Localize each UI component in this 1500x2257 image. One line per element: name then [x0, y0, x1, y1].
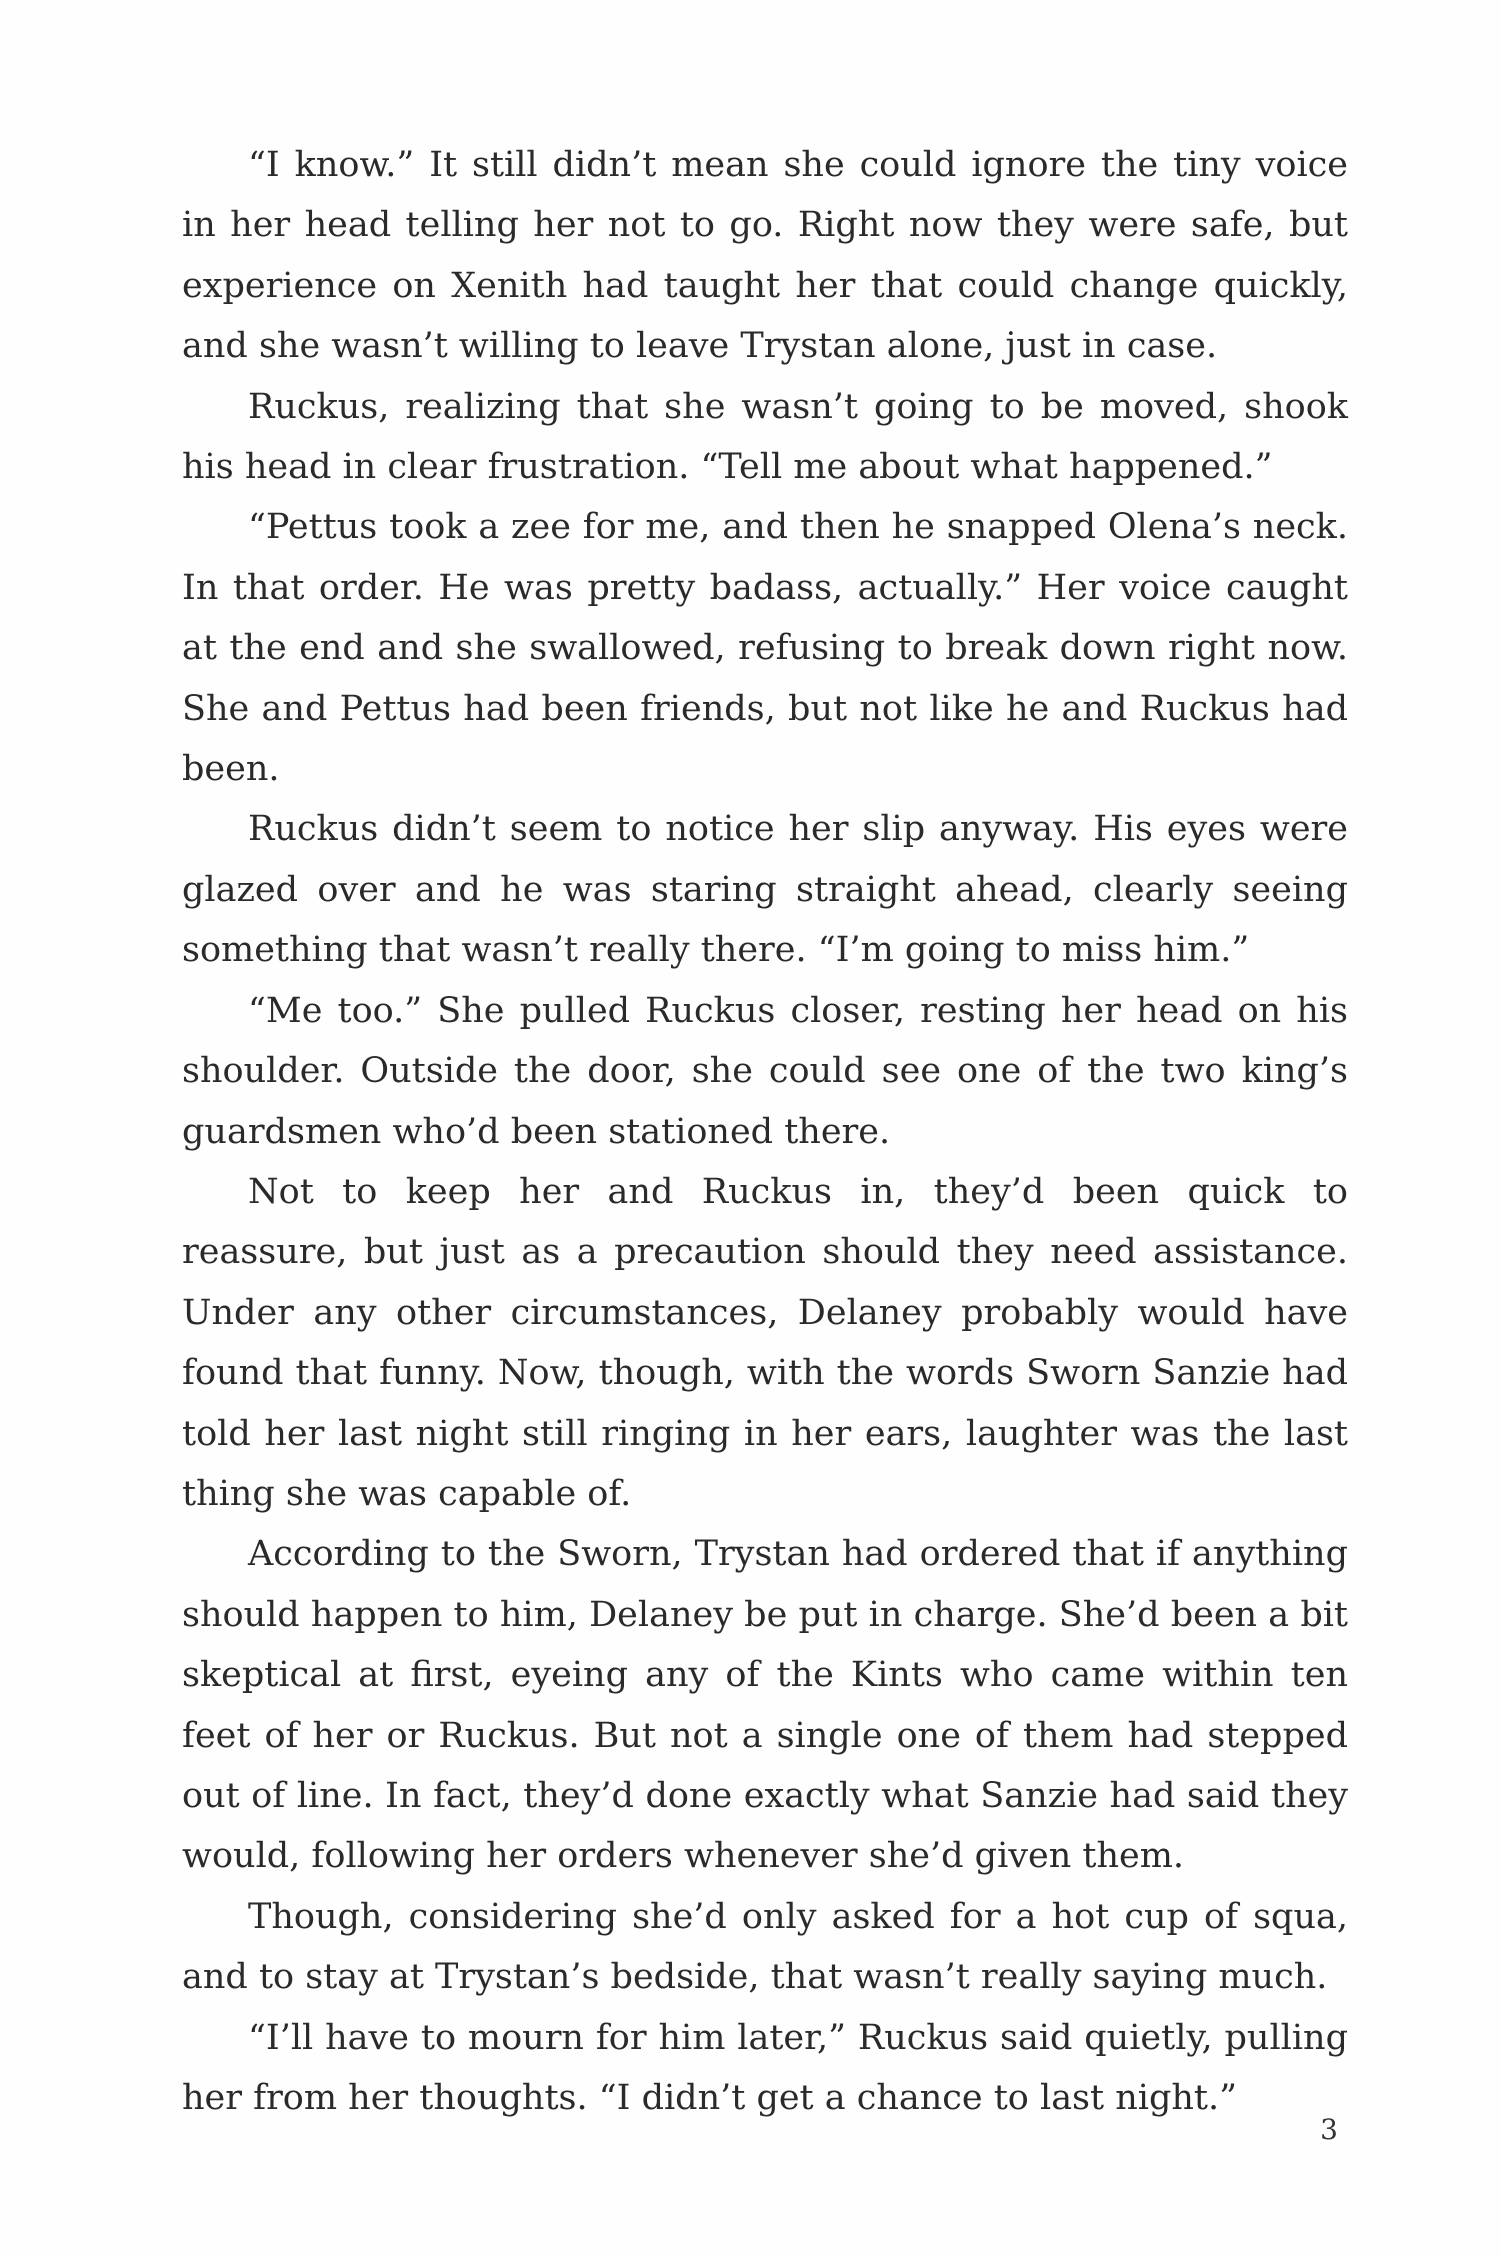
page-number: 3: [1320, 2113, 1338, 2146]
paragraph-8: Though, considering she’d only asked for a hot cup of squa, and to stay at Trystan’s bedside, that wasn’t really saying much.: [182, 1896, 1348, 1998]
paragraph-2: Ruckus, realizing that she wasn’t going to be moved, shook his head in clear frustration. “Tell me about what happened.”: [182, 386, 1348, 488]
paragraph-3: “Pettus took a zee for me, and then he snapped Olena’s neck. In that order. He was pretty badass, actually.” Her voice caught at the end and she swallowed, refusing to break down right now. She and Pettus had been friends, but not like he and Ruckus had been.: [182, 507, 1348, 790]
paragraph-9: “I’ll have to mourn for him later,” Ruckus said quietly, pulling her from her thoughts. “I didn’t get a chance to last night.”: [182, 2017, 1348, 2118]
body-text: [182, 135, 1348, 2128]
paragraph-1: “I know.” It still didn’t mean she could ignore the tiny voice in her head telling her not to go. Right now they were safe, but experience on Xenith had taught her that could change quickly, and she wasn’t willing to leave Trystan alone, just in case.: [182, 145, 1348, 367]
paragraph-5: “Me too.” She pulled Ruckus closer, resting her head on his shoulder. Outside the door, she could see one of the two king’s guardsmen who’d been stationed there.: [182, 990, 1348, 1152]
paragraph-6: Not to keep her and Ruckus in, they’d been quick to reassure, but just as a precaution should they need assistance. Under any other circumstances, Delaney probably would have found that funny. Now, though, with the words Sworn Sanzie had told her last night still ringing in her ears, laughter was the last thing she was capable of.: [182, 1171, 1348, 1514]
paragraph-7: According to the Sworn, Trystan had ordered that if anything should happen to him, Delaney be put in charge. She’d been a bit skeptical at first, eyeing any of the Kints who came within ten feet of her or Ruckus. But not a single one of them had stepped out of line. In fact, they’d done exactly what Sanzie had said they would, following her orders whenever she’d given them.: [182, 1534, 1348, 1877]
paragraph-4: Ruckus didn’t seem to notice her slip anyway. His eyes were glazed over and he was staring straight ahead, clearly seeing something that wasn’t really there. “I’m going to miss him.”: [182, 809, 1348, 971]
